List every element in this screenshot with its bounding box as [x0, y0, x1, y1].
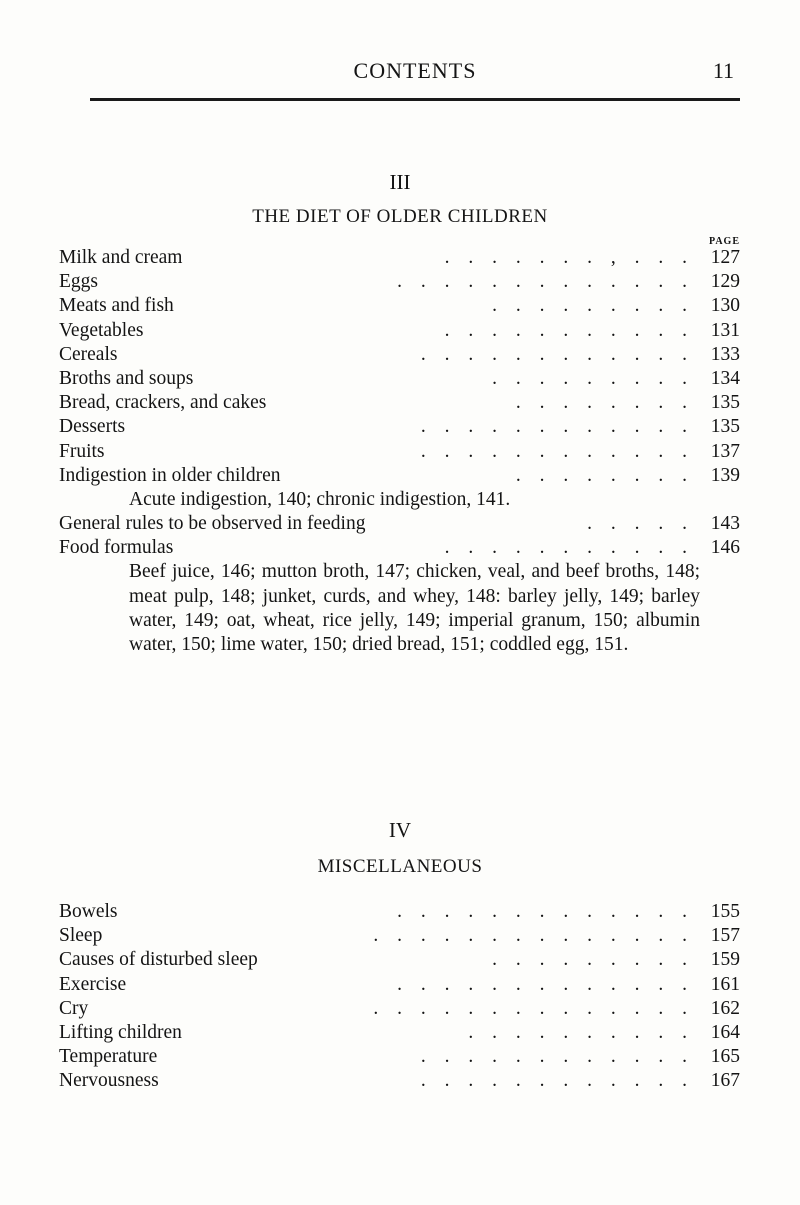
toc-entry-page: 130: [710, 295, 740, 317]
toc-entry-page: 139: [710, 464, 740, 486]
toc-entry-page: 134: [710, 367, 740, 389]
toc-entry-label: Bread, crackers, and cakes: [59, 392, 267, 414]
toc-entry[interactable]: [59, 900, 740, 924]
page-number: 11: [712, 58, 734, 83]
leader-dots: . . . . . . . . . . .: [444, 537, 694, 559]
toc-sub-entries: Beef juice, 146; mutton broth, 147; chicken, veal, and beef broths, 148; meat pulp, 148; junket, curds, and whey, 148: barley jelly, 149; barley water, 149; oat, wheat, rice jelly, 149; imperial granum, 150; albumin water, 150; lime water, 150; dried bread, 151; coddled egg, 151.: [129, 561, 700, 656]
leader-dots: . . . . . . . . .: [492, 949, 694, 971]
leader-dots: . . . . . . . . . . . . .: [397, 271, 694, 293]
leader-dots: . . . . . . . . . . . .: [420, 1070, 694, 1092]
leader-dots: . . . . . . . . . . . . .: [397, 901, 694, 922]
toc-entry-label: General rules to be observed in feeding: [59, 513, 366, 535]
toc-entry-page: 143: [710, 513, 740, 535]
leader-dots: . . . . . . . . . .: [468, 1021, 694, 1043]
toc-entry-page: 135: [710, 392, 740, 414]
toc-entry-page: 131: [710, 319, 740, 341]
toc-entry-label: Exercise: [59, 973, 127, 995]
toc-entry-label: Indigestion in older children: [59, 464, 281, 486]
section-3-title: THE DIET OF OLDER CHILDREN: [252, 206, 548, 227]
toc-entry-label: Nervousness: [59, 1070, 159, 1092]
toc-entry-label: Vegetables: [59, 319, 144, 341]
leader-dots: . . . . . . . . . . . .: [420, 1046, 694, 1068]
leader-dots: . . . . . . . . . . . .: [420, 343, 694, 365]
toc-entry[interactable]: [59, 246, 740, 270]
toc-entry-page: 164: [710, 1021, 740, 1043]
toc-entry-page: 129: [710, 271, 740, 293]
toc-entry-label: Causes of disturbed sleep: [59, 949, 258, 971]
page-column-label: PAGE: [708, 236, 740, 247]
header-rule: [90, 98, 740, 101]
toc-entry-label: Meats and fish: [59, 295, 174, 317]
toc-entry[interactable]: [59, 1021, 740, 1045]
toc-entry-label: Temperature: [59, 1046, 158, 1068]
toc-entry-label: Food formulas: [59, 537, 174, 559]
leader-dots: . . . . . . . .: [515, 392, 694, 414]
toc-entry[interactable]: [59, 391, 740, 415]
toc-entry-page: 146: [710, 537, 740, 559]
toc-entry-label: Milk and cream: [59, 247, 183, 268]
toc-entry[interactable]: [59, 415, 740, 439]
toc-entry-label: Lifting children: [59, 1021, 182, 1043]
toc-entry-page: 162: [710, 997, 740, 1019]
leader-dots: . . . . . . . . .: [492, 295, 694, 317]
toc-entry-label: Cry: [59, 997, 89, 1019]
toc-entry[interactable]: [59, 343, 740, 367]
toc-entry-page: 133: [710, 343, 740, 365]
toc-entry[interactable]: [59, 294, 740, 318]
toc-entry-label: Bowels: [59, 901, 118, 922]
toc-entry[interactable]: [59, 464, 740, 488]
toc-sub-entries: Acute indigestion, 140; chronic indigestion, 141.: [129, 488, 511, 510]
toc-entry[interactable]: [59, 440, 740, 464]
toc-entry-label: Cereals: [59, 343, 118, 365]
section-4-number: IV: [388, 818, 412, 842]
toc-entry[interactable]: [59, 536, 740, 560]
toc-entry-label: Fruits: [59, 440, 105, 462]
running-head-title: CONTENTS: [353, 58, 477, 83]
section-3-toc: [59, 246, 740, 657]
toc-entry[interactable]: [59, 367, 740, 391]
leader-dots: . . . . . . . . . . .: [444, 319, 694, 341]
leader-dots: . . . . . . . , . . .: [444, 247, 694, 268]
toc-entry[interactable]: [59, 948, 740, 972]
toc-entry[interactable]: [59, 512, 740, 536]
leader-dots: . . . . . . . . . . . .: [420, 440, 694, 462]
leader-dots: . . . . . . . . . . . . .: [397, 973, 694, 995]
toc-entry-page: 155: [710, 901, 740, 922]
toc-entry[interactable]: [59, 270, 740, 294]
toc-entry-page: 137: [710, 440, 740, 462]
leader-dots: . . . . . . . . . . . . . .: [373, 925, 694, 947]
toc-entry[interactable]: [59, 1045, 740, 1069]
section-3-number: III: [389, 170, 411, 194]
toc-entry-label: Broths and soups: [59, 367, 194, 389]
toc-entry-page: 135: [710, 416, 740, 438]
leader-dots: . . . . . . . . .: [492, 367, 694, 389]
toc-entry-page: 157: [710, 925, 740, 947]
toc-entry-page: 161: [710, 973, 740, 995]
toc-entry-label: Desserts: [59, 416, 126, 438]
leader-dots: . . . . . . . . . . . . . .: [373, 997, 694, 1019]
running-head: [90, 58, 740, 88]
toc-entry-page: 167: [710, 1070, 740, 1092]
section-4-toc: [59, 900, 740, 1094]
leader-dots: . . . . . . . . . . . .: [420, 416, 694, 438]
toc-entry[interactable]: [59, 973, 740, 997]
toc-entry-page: 127: [710, 247, 740, 268]
toc-entry[interactable]: [59, 924, 740, 948]
toc-entry[interactable]: [59, 997, 740, 1021]
toc-entry-label: Sleep: [59, 925, 103, 947]
toc-entry-label: Eggs: [59, 271, 98, 293]
toc-entry[interactable]: [59, 1069, 740, 1093]
toc-entry-page: 159: [710, 949, 740, 971]
toc-entry[interactable]: [59, 319, 740, 343]
leader-dots: . . . . .: [587, 513, 694, 535]
section-4-title: MISCELLANEOUS: [317, 856, 483, 877]
toc-entry-page: 165: [710, 1046, 740, 1068]
leader-dots: . . . . . . . .: [515, 464, 694, 486]
